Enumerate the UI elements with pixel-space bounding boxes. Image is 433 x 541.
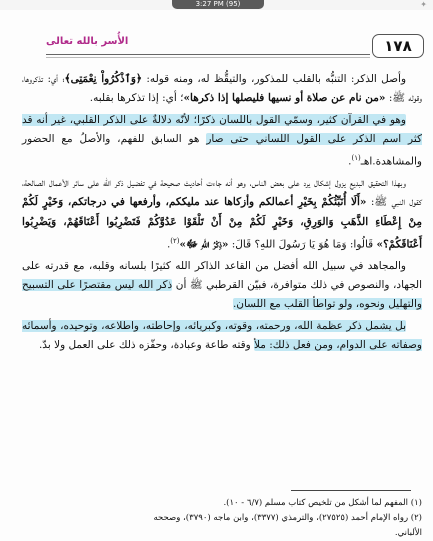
- status-time: 3:27 PM: [195, 0, 224, 8]
- footnote-item: [22, 511, 422, 526]
- header-rule: [46, 54, 370, 55]
- text-segment: «ذِكْرُ اللهِ ﷻ»: [179, 238, 229, 251]
- paragraph: [22, 174, 422, 255]
- text-segment: ؛ أي: تذكروها، وقوله ﷺ:: [22, 73, 422, 105]
- text-segment: .: [348, 155, 352, 168]
- footnote-ref[interactable]: (٢): [170, 236, 180, 245]
- text-segment: قَالُوا: وَمَا هُوَ يَا رَسُولَ اللهِ؟ قَالَ:: [228, 238, 377, 251]
- header-rule-secondary: [46, 57, 370, 58]
- footnotes: [22, 496, 422, 541]
- status-bar: [0, 0, 433, 10]
- status-time-pill: [172, 0, 264, 9]
- paragraph: [22, 317, 422, 356]
- text-segment: والمجاهد في سبيل الله أفضل من القاعد الذاكر الله كثيرًا بلسانه وقلبه، مع قدرته على الجهاد، والنصوص في ذلك متوافرة، فبيّن القرطبي ﷺ أن: [22, 259, 423, 291]
- footnote-ref[interactable]: (١): [351, 154, 361, 163]
- footnote-text: رواه الإمام أحمد (٢٧٥٢٥)، والترمذي (٣٣٧٧)، وابن ماجه (٣٧٩٠)، وصححه: [153, 513, 409, 523]
- page-header: [46, 34, 424, 58]
- footnote-text: المفهم لما أشكل من تلخيص كتاب مسلم (٦/٧ - ١٠).: [223, 498, 409, 508]
- paragraph: [22, 111, 422, 172]
- battery-level: (95): [226, 0, 241, 8]
- footnote-number: (١): [410, 498, 422, 508]
- highlighted-text: ذكر الله ليس مقتصرًا على التسبيح والتهليل ونحوه، ولو تواطأ القلب مع اللسان.: [22, 278, 422, 311]
- paragraph: [22, 70, 422, 109]
- text-segment: وقته طاعة وعبادة، وحفّزه ذلك على العمل ولا بدّ.: [38, 338, 255, 351]
- text-segment: ؛ أي: إذا تذكرها بقلبه.: [89, 92, 184, 105]
- text-segment: «أَلَا أُنَبِّئُكُمْ بِخَيْرِ أعمالكم وأزكاها عند مليككم، وأرفعها في درجاتكم، وَخَيْرٍ لَكُمْ مِنْ إِعْطَاءِ الذَّهَبِ وَالوَرِقِ، وَخَيْرٍ لَكُمْ مِنْ أَنْ تَلْقَوْا عَدُوَّكُمْ فَتَضْرِبُوا أَعْنَاقَهُمْ، وَيَضْرِبُوا أَعْنَاقَكُمْ؟»: [22, 196, 422, 251]
- text-segment: .: [166, 238, 171, 251]
- text-segment: «من نام عن صلاة أو نسيها فليصلها إذا ذكرها»: [183, 92, 386, 105]
- footnote-number: (٢): [410, 513, 422, 523]
- footnote-item: [22, 526, 422, 541]
- highlighted-text: بل يشمل ذكر عظمة الله، ورحمته، وقوته، وكبريائه، وإحاطته، واطلاعه، وتوحيده، وأسمائه وصفاته على الدوام، ومن فعل ذلك: ملأ: [22, 319, 422, 351]
- page-number: ١٧٨: [372, 34, 424, 58]
- footnote-rule: [291, 490, 411, 491]
- text-segment: وأصل الذكر: التنبُّه بالقلب للمذكور، والتيقُّظ له، ومنه قوله:: [142, 73, 407, 85]
- footnote-item: [22, 496, 422, 511]
- body-text: [22, 70, 422, 357]
- highlighted-text: وهو في القرآن كثير، وسمّي القول باللسان ذكرًا؛ لأنّه دلالةٌ على الذكر القلبي، غير أنه قد كثر اسم الذكر على القول اللساني حتى صار: [22, 113, 422, 145]
- bookmark-icon[interactable]: ✦: [420, 0, 427, 9]
- text-segment: هو السابق للفهم، والأصلُ مع الحضور والمشاهدة.اهـ: [22, 132, 422, 168]
- text-segment: ﴿وَٱذْكُرُواْ نِعْمَتِى﴾: [64, 73, 143, 85]
- paragraph: [22, 257, 422, 315]
- running-title: الأُسر بالله تعالى: [46, 36, 129, 47]
- text-segment: وبهذا التحقيق البديع يزول إشكال يرد على بعض الناس، وهو أنه جاءت أحاديث صحيحة في تفضيل ذكر الله على سائر الأعمال الصالحة، كقول النبي ﷺ:: [22, 176, 422, 209]
- footnote-text: الألباني.: [394, 528, 422, 538]
